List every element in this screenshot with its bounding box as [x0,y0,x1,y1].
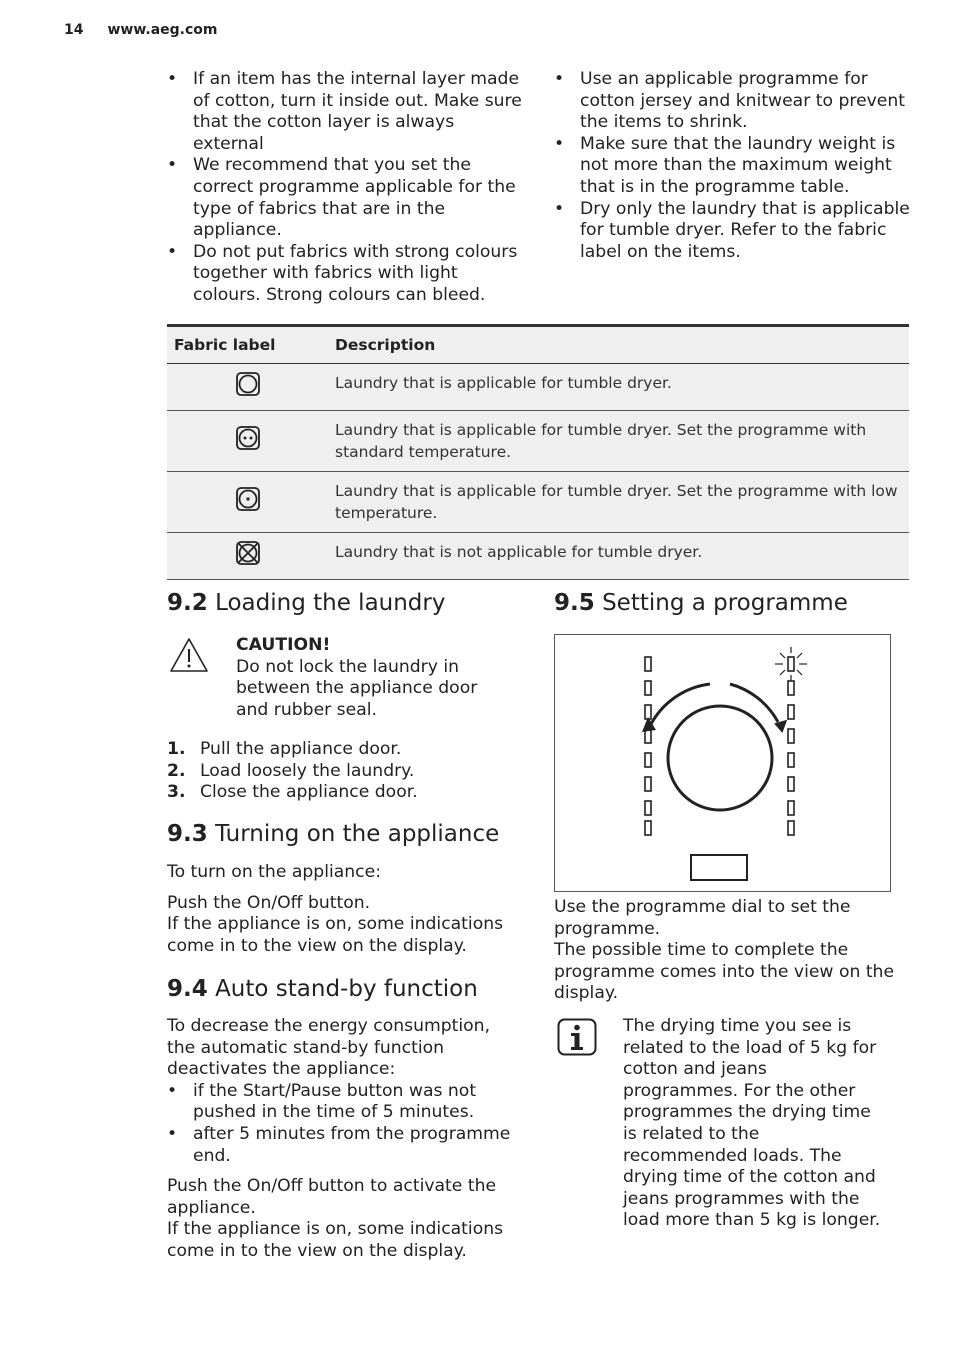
tumble-dry-icon [236,372,260,396]
info-icon [557,1018,597,1056]
paragraph: To turn on the appliance: [167,862,381,882]
table-row [167,411,909,472]
programme-indicator-right [788,657,794,671]
intro-right-column [554,69,914,263]
caution-text: Do not lock the laundry in between the appliance door and rubber seal. [236,656,478,720]
caution-box [236,635,496,721]
time-display [691,855,747,880]
page-number: 14 [64,22,84,38]
section-9-3-body [167,862,517,957]
table-row [167,472,909,533]
section-9-4-body [167,1016,517,1263]
list-item: 3. Close the appliance door. [167,782,418,803]
programme-dial-diagram [555,635,890,891]
programme-indicator-left [645,657,651,671]
programme-indicator-left [645,753,651,767]
programme-indicator-right [788,705,794,719]
row-description: Laundry that is applicable for tumble dryer. [328,364,909,411]
paragraph: If the appliance is on, some indications come in to the view on the display. [167,914,504,956]
intro-left-column [167,69,527,307]
list-item: 2. Load loosely the laundry. [167,760,415,781]
list-item: • after 5 minutes from the programme end. [167,1124,517,1167]
paragraph: Use the programme dial to set the programme. [554,897,851,939]
section-heading-9-4: 9.4 Auto stand-by function [167,976,478,1002]
flashing-light-icon [775,647,807,681]
list-item: • We recommend that you set the correct programme applicable for the type of fabrics that are in the appliance. [167,155,527,241]
loading-steps [167,739,527,804]
programme-indicator-left [645,681,651,695]
do-not-tumble-dry-icon [236,541,260,565]
table-row [167,364,909,411]
paragraph: If the appliance is on, some indications come in to the view on the display. [167,1219,504,1261]
fabric-label-table [167,324,909,580]
list-item: • Dry only the laundry that is applicable for tumble dryer. Refer to the fabric label on the items. [554,199,914,264]
control-panel-illustration [554,634,891,892]
list-item: • If an item has the internal layer made of cotton, turn it inside out. Make sure that the cotton layer is always external [167,69,527,155]
programme-indicator-right [788,729,794,743]
programme-indicator-left [645,777,651,791]
tumble-dry-low-temp-icon [236,487,260,511]
warning-icon [168,636,210,674]
list-item: • if the Start/Pause button was not pushed in the time of 5 minutes. [167,1081,517,1124]
section-heading-9-2: 9.2 Loading the laundry [167,590,446,616]
list-item: • Use an applicable programme for cotton jersey and knitwear to prevent the items to shrink. [554,69,914,134]
rotate-left-arrow [650,684,710,726]
caution-title: CAUTION! [236,635,331,655]
section-9-5-body [554,897,899,1005]
programme-indicator-left [645,821,651,835]
programme-indicator-right [788,753,794,767]
list-item: 1. Pull the appliance door. [167,739,402,759]
programme-indicator-right [788,681,794,695]
row-description: Laundry that is applicable for tumble dryer. Set the programme with standard temperature. [328,411,909,472]
programme-indicator-right [788,777,794,791]
column-header-description: Description [328,326,909,364]
page-header [64,22,218,38]
paragraph: The possible time to complete the programme comes into the view on the display. [554,940,895,1004]
tumble-dry-normal-temp-icon [236,426,260,450]
row-description: Laundry that is applicable for tumble dryer. Set the programme with low temperature. [328,472,909,533]
programme-dial [668,706,772,810]
paragraph: To decrease the energy consumption, the automatic stand-by function deactivates the appliance: [167,1016,491,1080]
programme-indicator-right [788,821,794,835]
programme-indicator-left [645,705,651,719]
paragraph: Push the On/Off button to activate the appliance. [167,1176,497,1218]
info-note: The drying time you see is related to the load of 5 kg for cotton and jeans programmes. For the other programmes the drying time is related to the recommended loads. The drying time of the cotton and jeans programmes with the load more than 5 kg is longer. [623,1016,881,1231]
table-row [167,533,909,580]
column-header-fabric-label: Fabric label [167,326,328,364]
section-heading-9-5: 9.5 Setting a programme [554,590,848,616]
section-heading-9-3: 9.3 Turning on the appliance [167,821,500,847]
rotate-right-arrow [730,684,778,722]
header-url: www.aeg.com [107,22,218,38]
list-item: • Do not put fabrics with strong colours together with fabrics with light colours. Strong colours can bleed. [167,242,527,307]
paragraph: Push the On/Off button. [167,892,371,913]
row-description: Laundry that is not applicable for tumble dryer. [328,533,909,580]
list-item: • Make sure that the laundry weight is not more than the maximum weight that is in the programme table. [554,134,914,199]
programme-indicator-right [788,801,794,815]
programme-indicator-left [645,801,651,815]
